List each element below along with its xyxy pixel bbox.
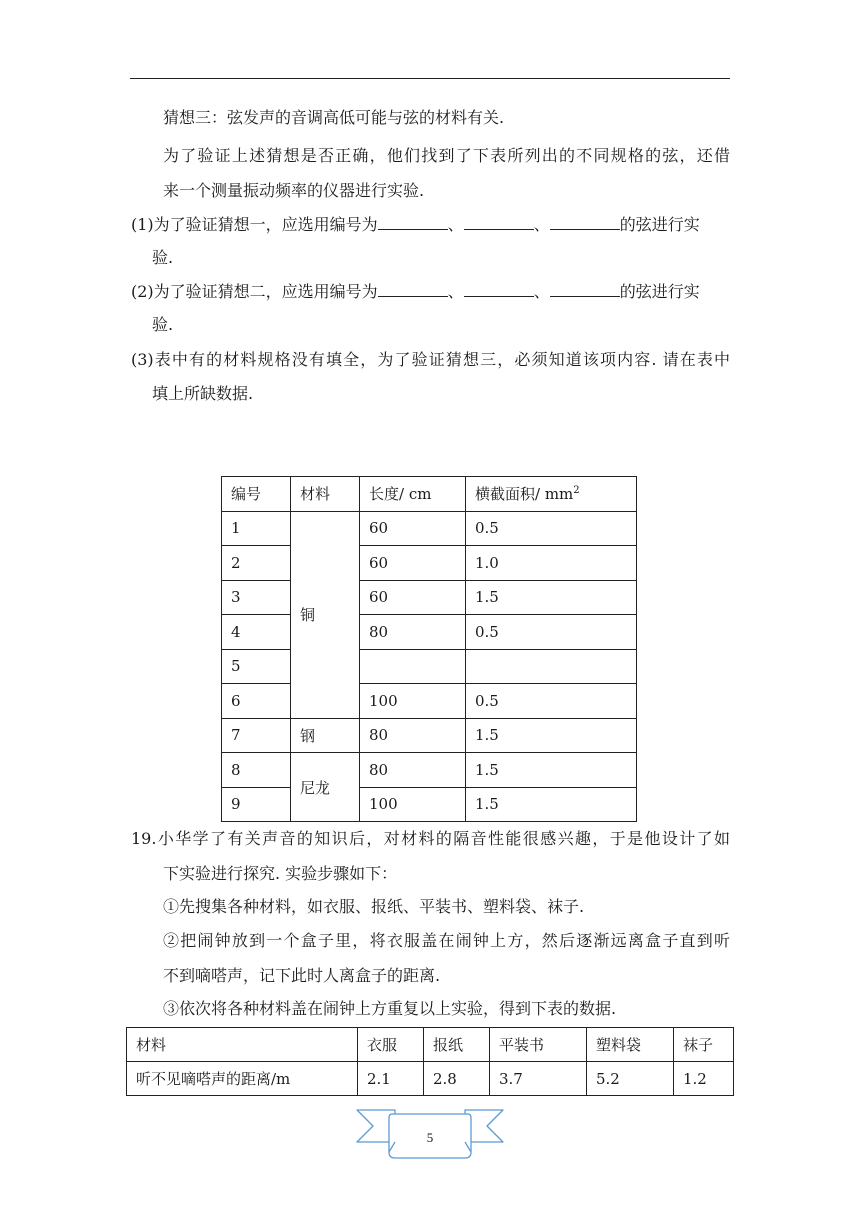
cell-value: 1.2 [674, 1062, 734, 1096]
cell-id: 5 [222, 649, 291, 684]
cell-material-copper: 铜 [291, 511, 360, 718]
header-plastic-bag: 塑料袋 [587, 1028, 674, 1062]
table-row [222, 649, 637, 684]
table-row [222, 511, 637, 546]
question-1-tail: 的弦进行实 [619, 215, 700, 234]
separator: 、 [447, 215, 464, 234]
cell-area: 1.5 [466, 580, 637, 615]
header-length: 长度/ cm [360, 477, 466, 512]
question-2-continued: 验. [152, 315, 174, 334]
cell-length: 60 [360, 580, 466, 615]
answer-blank[interactable] [464, 281, 534, 297]
cell-id: 1 [222, 511, 291, 546]
cell-area: 1.5 [466, 787, 637, 822]
table-row [222, 718, 637, 753]
cell-value: 3.7 [490, 1062, 587, 1096]
question-2-tail: 的弦进行实 [619, 282, 700, 301]
cell-id: 7 [222, 718, 291, 753]
cell-id: 4 [222, 615, 291, 650]
answer-blank[interactable] [550, 214, 620, 230]
table-row [222, 580, 637, 615]
string-spec-table [221, 476, 637, 822]
text-line-hypothesis-3: 猜想三：弦发声的音调高低可能与弦的材料有关. [163, 108, 505, 127]
cell-length: 80 [360, 753, 466, 788]
problem-19-continued: 下实验进行探究. 实验步骤如下： [163, 864, 398, 883]
cell-area: 1.5 [466, 753, 637, 788]
cell-length: 60 [360, 546, 466, 581]
question-3: (3)表中有的材料规格没有填全，为了验证猜想三，必须知道该项内容. 请在表中 [131, 350, 730, 369]
cell-value: 5.2 [587, 1062, 674, 1096]
cell-id: 8 [222, 753, 291, 788]
answer-blank[interactable] [550, 281, 620, 297]
table-row [127, 1062, 734, 1096]
cell-area: 0.5 [466, 511, 637, 546]
cell-length: 100 [360, 787, 466, 822]
table-header-row [127, 1028, 734, 1062]
question-2 [131, 281, 700, 302]
text-line-intro-1: 为了验证上述猜想是否正确，他们找到了下表所列出的不同规格的弦，还借 [163, 146, 730, 165]
answer-blank[interactable] [378, 281, 448, 297]
header-area [466, 477, 637, 512]
problem-19: 19.小华学了有关声音的知识后，对材料的隔音性能很感兴趣，于是他设计了如 [131, 829, 730, 848]
question-2-text: (2)为了验证猜想二，应选用编号为 [131, 282, 378, 301]
cell-label: 听不见嘀嗒声的距离/m [127, 1062, 358, 1096]
page-number: 5 [426, 1130, 434, 1145]
table-row [222, 546, 637, 581]
cell-id: 6 [222, 684, 291, 719]
step-2: ②把闹钟放到一个盒子里，将衣服盖在闹钟上方，然后逐渐远离盒子直到听 [163, 931, 730, 950]
answer-blank[interactable] [378, 214, 448, 230]
answer-blank[interactable] [464, 214, 534, 230]
question-1-continued: 验. [152, 248, 174, 267]
header-material: 材料 [291, 477, 360, 512]
cell-id: 2 [222, 546, 291, 581]
separator: 、 [533, 215, 550, 234]
cell-material-nylon: 尼龙 [291, 753, 360, 822]
cell-material-steel: 钢 [291, 718, 360, 753]
table-row [222, 615, 637, 650]
cell-area: 0.5 [466, 615, 637, 650]
cell-length: 80 [360, 615, 466, 650]
header-clothes: 衣服 [358, 1028, 424, 1062]
cell-length: 100 [360, 684, 466, 719]
separator: 、 [447, 282, 464, 301]
table-row [222, 753, 637, 788]
text-line-intro-2: 来一个测量振动频率的仪器进行实验. [163, 181, 425, 200]
question-1-text: (1)为了验证猜想一，应选用编号为 [131, 215, 378, 234]
table-row [222, 684, 637, 719]
cell-id: 3 [222, 580, 291, 615]
table-row [222, 787, 637, 822]
cell-area: 0.5 [466, 684, 637, 719]
header-paperback: 平装书 [490, 1028, 587, 1062]
question-1 [131, 214, 700, 235]
cell-value: 2.1 [358, 1062, 424, 1096]
header-area-exponent: 2 [573, 485, 580, 497]
cell-area: 1.0 [466, 546, 637, 581]
cell-length-blank[interactable] [360, 649, 466, 684]
header-id: 编号 [222, 477, 291, 512]
cell-area-blank[interactable] [466, 649, 637, 684]
cell-area: 1.5 [466, 718, 637, 753]
soundproof-table [126, 1027, 734, 1096]
cell-length: 60 [360, 511, 466, 546]
table-header-row [222, 477, 637, 512]
header-rule [130, 78, 730, 79]
step-3: ③依次将各种材料盖在闹钟上方重复以上实验，得到下表的数据. [163, 999, 617, 1018]
question-3-continued: 填上所缺数据. [152, 384, 254, 403]
step-1: ①先搜集各种材料，如衣服、报纸、平装书、塑料袋、袜子. [163, 897, 585, 916]
header-newspaper: 报纸 [424, 1028, 490, 1062]
cell-id: 9 [222, 787, 291, 822]
step-2-continued: 不到嘀嗒声，记下此时人离盒子的距离. [163, 966, 441, 985]
header-area-text: 横截面积/ mm [475, 485, 574, 504]
header-socks: 袜子 [674, 1028, 734, 1062]
cell-length: 80 [360, 718, 466, 753]
separator: 、 [533, 282, 550, 301]
header-material: 材料 [127, 1028, 358, 1062]
cell-value: 2.8 [424, 1062, 490, 1096]
